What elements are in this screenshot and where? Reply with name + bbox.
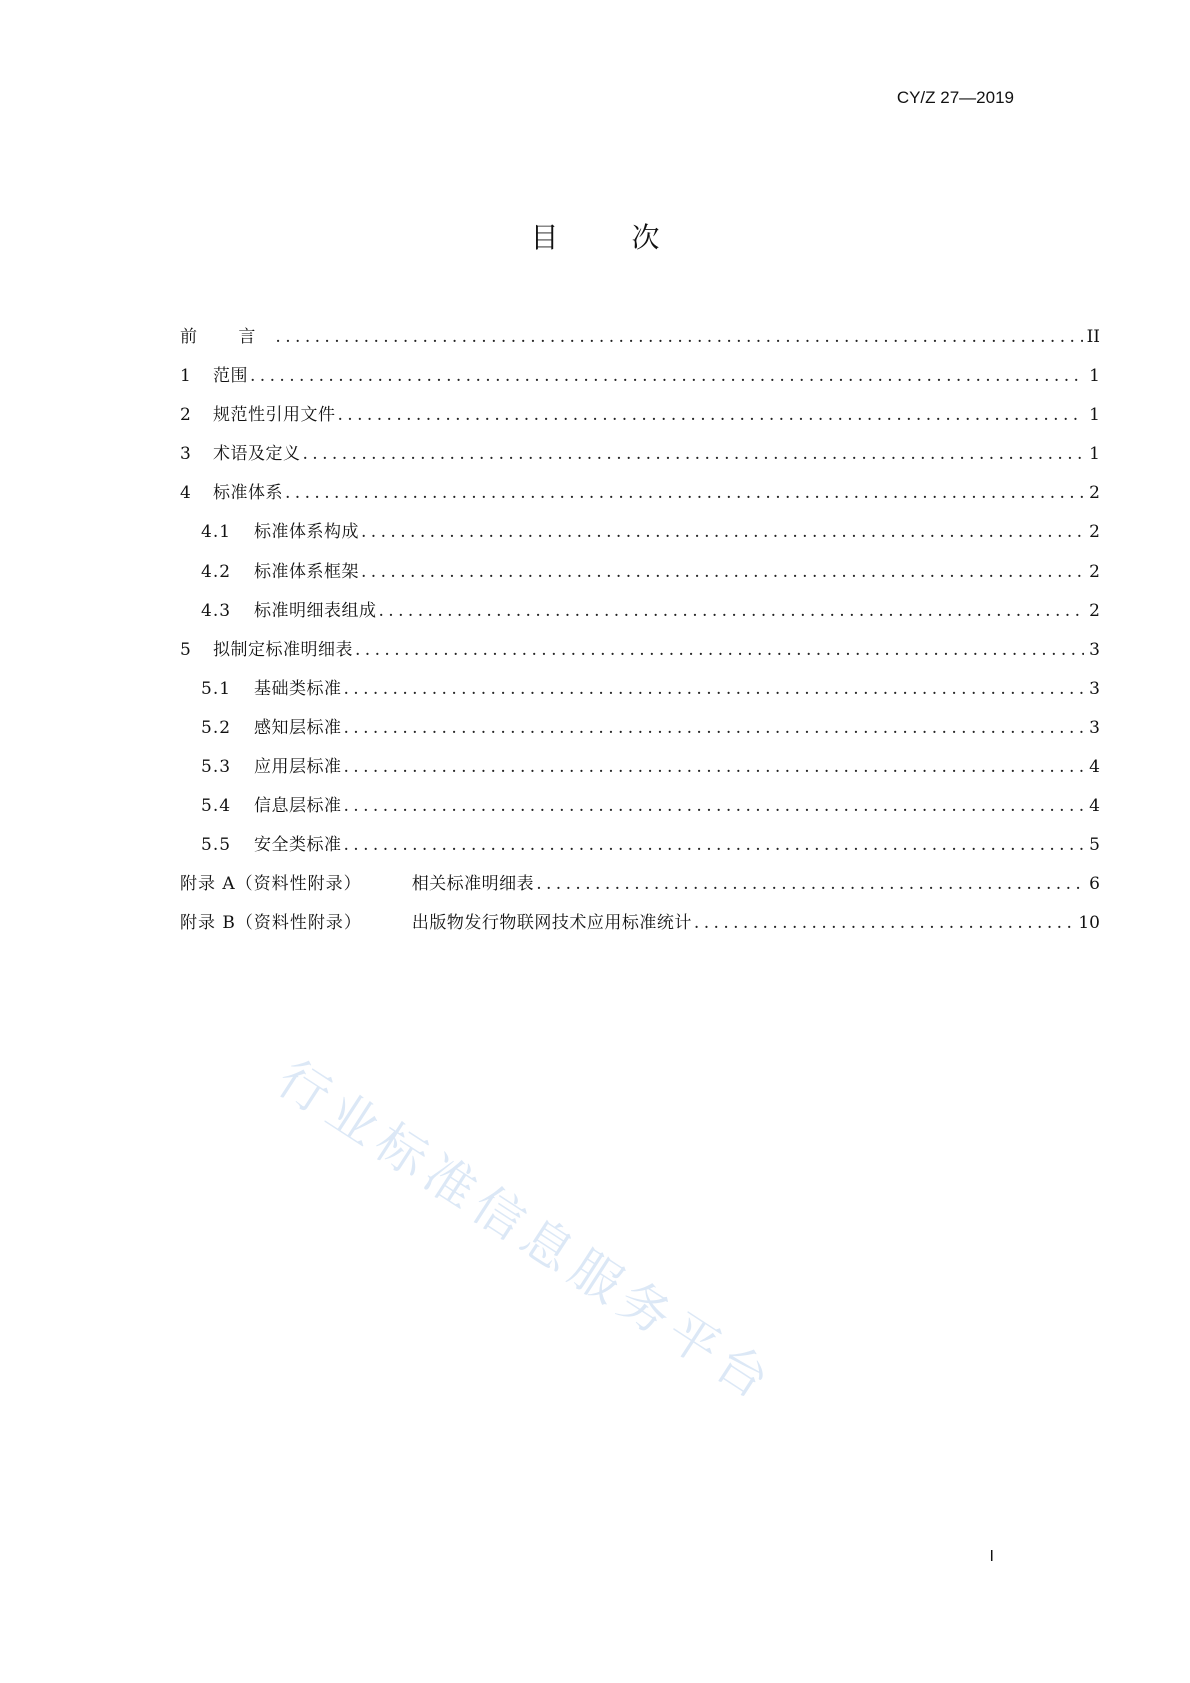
toc-entry-text: 信息层标准 <box>254 796 342 817</box>
toc-entry-5-5[interactable] <box>180 830 1100 869</box>
toc-entry-4-3[interactable] <box>180 596 1100 635</box>
toc-entry-5-1[interactable] <box>180 674 1100 713</box>
toc-entry-page: 3 <box>1089 639 1100 660</box>
toc-entry-number: 5.5 <box>201 835 232 856</box>
toc-leader <box>694 913 1074 933</box>
toc-entry-text: 出版物发行物联网技术应用标准统计 <box>411 913 692 934</box>
toc-entry-text: 标准体系 <box>213 483 283 504</box>
toc-leader <box>344 718 1085 738</box>
toc-entry-number: 5 <box>180 639 192 660</box>
toc-entry-number: 5.1 <box>201 678 232 699</box>
toc-entry-text: 术语及定义 <box>213 444 301 465</box>
toc-entry-appendix-b[interactable] <box>180 908 1100 947</box>
toc-entry-5-3[interactable] <box>180 752 1100 791</box>
toc-entry-page: 10 <box>1078 913 1100 934</box>
toc-entry-number: 5.2 <box>201 717 232 738</box>
toc-entry-number: 5.4 <box>201 796 232 817</box>
toc-leader <box>344 835 1085 855</box>
toc-entry-number: 2 <box>180 405 192 426</box>
toc-entry-text: 应用层标准 <box>254 757 342 778</box>
page-number: I <box>989 1548 994 1565</box>
toc-entry-number: 5.3 <box>201 757 232 778</box>
toc-leader <box>361 522 1084 542</box>
toc-entry-text: 相关标准明细表 <box>411 874 535 895</box>
toc-entry-number: 4.2 <box>201 561 232 582</box>
toc-entry-page: 1 <box>1089 444 1100 465</box>
toc-entry-text: 前 言 <box>180 327 274 347</box>
toc-entry-page: 2 <box>1089 600 1100 621</box>
toc-leader <box>361 562 1084 582</box>
toc-entry-page: 5 <box>1089 835 1100 856</box>
toc-entry-appendix-a[interactable] <box>180 869 1100 908</box>
toc-entry-page: 3 <box>1089 717 1100 738</box>
toc-leader <box>379 601 1085 621</box>
toc-entry-number: 4 <box>180 483 192 504</box>
toc-entry-5-2[interactable] <box>180 713 1100 752</box>
toc-entry-page: 3 <box>1089 678 1100 699</box>
toc-entry-text: 感知层标准 <box>254 717 342 738</box>
toc-leader <box>344 679 1085 699</box>
toc-leader <box>250 366 1084 386</box>
toc-leader <box>275 327 1082 347</box>
toc-entry-5[interactable] <box>180 635 1100 674</box>
toc-entry-text: 拟制定标准明细表 <box>213 639 353 660</box>
toc-entry-number: 3 <box>180 444 192 465</box>
toc-entry-2[interactable] <box>180 400 1100 439</box>
toc-title: 目 次 <box>530 221 692 254</box>
toc-entry-1[interactable] <box>180 361 1100 400</box>
toc-entry-5-4[interactable] <box>180 791 1100 830</box>
toc-entry-page: 1 <box>1089 366 1100 387</box>
toc-entry-page: 1 <box>1089 405 1100 426</box>
toc-entry-page: 2 <box>1089 561 1100 582</box>
toc-entry-text: 基础类标准 <box>254 678 342 699</box>
toc-entry-page: 2 <box>1089 522 1100 543</box>
toc-leader <box>344 757 1085 777</box>
toc-entry-page: 6 <box>1089 874 1100 895</box>
toc-entry-3[interactable] <box>180 439 1100 478</box>
table-of-contents <box>180 322 1100 948</box>
watermark: 行业标准信息服务平台 <box>267 1049 786 1414</box>
toc-leader <box>285 483 1084 503</box>
toc-entry-page: 4 <box>1089 757 1100 778</box>
toc-entry-text: 规范性引用文件 <box>213 405 336 426</box>
toc-leader <box>536 874 1084 894</box>
toc-entry-text: 安全类标准 <box>254 835 342 856</box>
toc-entry-4-1[interactable] <box>180 517 1100 556</box>
toc-entry-number: 附录 B（资料性附录） <box>180 913 362 934</box>
toc-entry-number: 4.1 <box>201 522 232 543</box>
toc-entry-number: 4.3 <box>201 600 232 621</box>
toc-entry-number: 1 <box>180 366 192 387</box>
toc-entry-page: 2 <box>1089 483 1100 504</box>
toc-entry-text: 标准体系构成 <box>254 522 359 543</box>
toc-leader <box>338 405 1085 425</box>
standard-code: CY/Z 27—2019 <box>896 88 1014 107</box>
toc-entry-text: 范围 <box>213 366 248 387</box>
toc-entry-text: 标准体系框架 <box>254 561 359 582</box>
toc-entry-4[interactable] <box>180 478 1100 517</box>
toc-leader <box>303 444 1085 464</box>
toc-entry-page: II <box>1086 327 1100 347</box>
toc-entry-page: 4 <box>1089 796 1100 817</box>
toc-leader <box>344 796 1085 816</box>
toc-entry-text: 标准明细表组成 <box>254 600 377 621</box>
toc-entry-4-2[interactable] <box>180 557 1100 596</box>
toc-entry-foreword[interactable] <box>180 322 1100 361</box>
toc-leader <box>355 640 1084 660</box>
toc-entry-number: 附录 A（资料性附录） <box>180 874 362 895</box>
